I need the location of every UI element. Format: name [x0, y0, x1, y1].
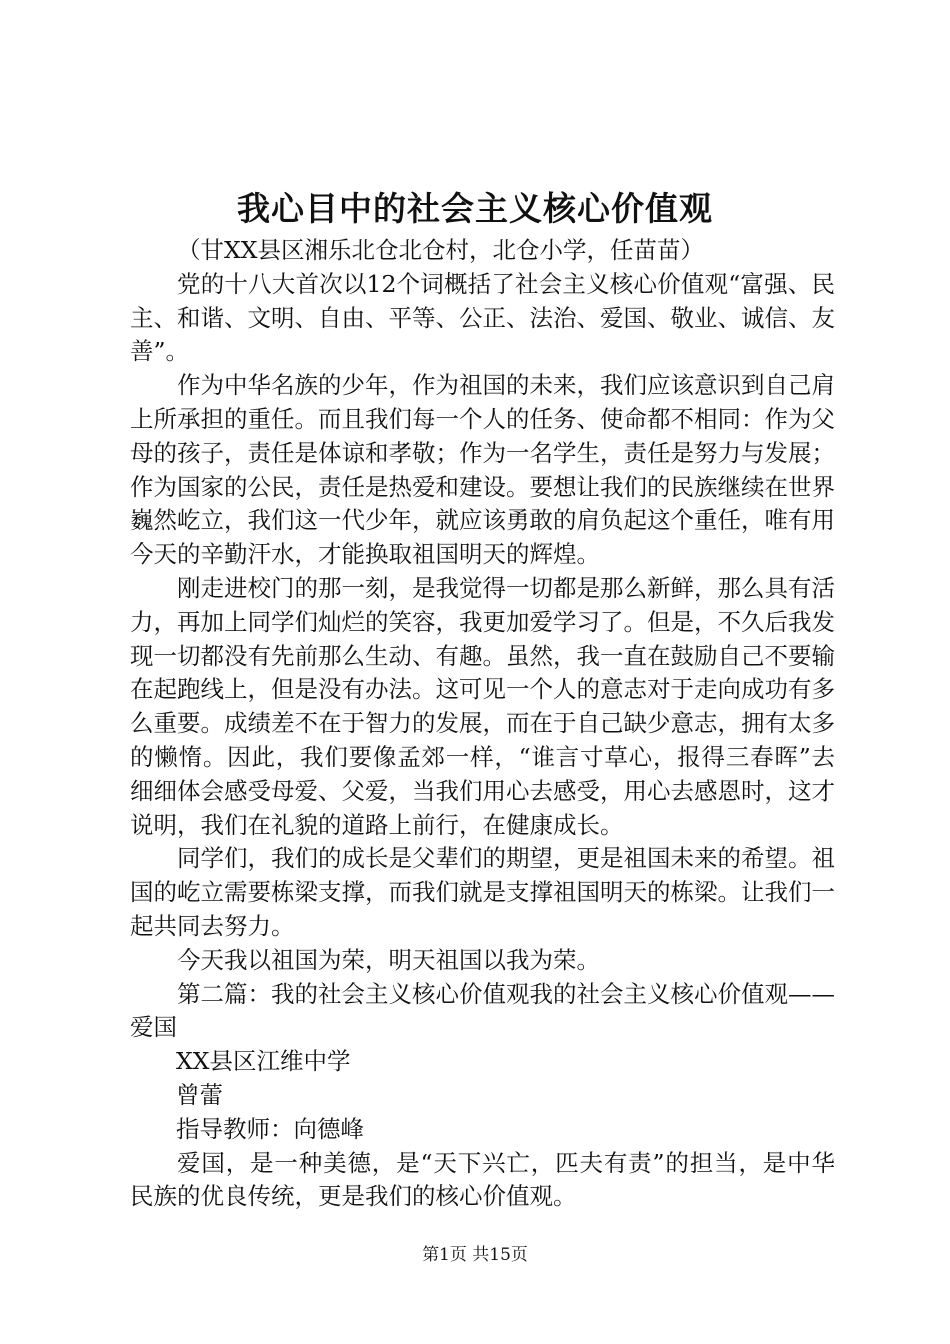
paragraph: 作为中华名族的少年，作为祖国的未来，我们应该意识到自己肩上所承担的重任。而且我们每一个人的任务、使命都不相同：作为父母的孩子，责任是体谅和孝敬；作为一名学生，责任是努力与发展；作为国家的公民，责任是热爱和建设。要想让我们的民族继续在世界巍然屹立，我们这一代少年，就应该勇敢的肩负起这个重任，唯有用今天的辛勤汗水，才能换取祖国明天的辉煌。: [130, 371, 835, 569]
author-line: （甘XX县区湘乐北仓北仓村，北仓小学，任苗苗）: [177, 236, 704, 264]
student-name: 曾蕾: [176, 1080, 223, 1109]
school-name: XX县区江维中学: [176, 1047, 351, 1076]
page-footer: 第1页 共15页: [422, 1245, 528, 1265]
advisor-line: 指导教师：向德峰: [176, 1114, 364, 1143]
document-body: [130, 234, 835, 1214]
paragraph: 爱国，是一种美德，是“天下兴亡，匹夫有责”的担当，是中华民族的优良传统，更是我们的核心价值观。: [130, 1148, 835, 1211]
second-article-heading: 第二篇：我的社会主义核心价值观我的社会主义核心价值观——爱国: [130, 979, 835, 1042]
paragraph: 今天我以祖国为荣，明天祖国以我为荣。: [177, 945, 600, 974]
paragraph: 党的十八大首次以12个词概括了社会主义核心价值观“富强、民主、和谐、文明、自由、平等、公正、法治、爱国、敬业、诚信、友善”。: [130, 269, 835, 366]
document-title: 我心目中的社会主义核心价值观: [237, 189, 713, 228]
paragraph: 刚走进校门的那一刻，是我觉得一切都是那么新鲜，那么具有活力，再加上同学们灿烂的笑容，我更加爱学习了。但是，不久后我发现一切都没有先前那么生动、有趣。虽然，我一直在鼓励自己不要输在起跑线上，但是没有办法。这可见一个人的意志对于走向成功有多么重要。成绩差不在于智力的发展，而在于自己缺少意志，拥有太多的懒惰。因此，我们要像孟郊一样，“谁言寸草心，报得三春晖”去细细体会感受母爱、父爱，当我们用心去感受，用心去感恩时，这才说明，我们在礼貌的道路上前行，在健康成长。: [130, 573, 835, 839]
paragraph: 同学们，我们的成长是父辈们的期望，更是祖国未来的希望。祖国的屹立需要栋梁支撑，而我们就是支撑祖国明天的栋梁。让我们一起共同去努力。: [130, 844, 835, 940]
